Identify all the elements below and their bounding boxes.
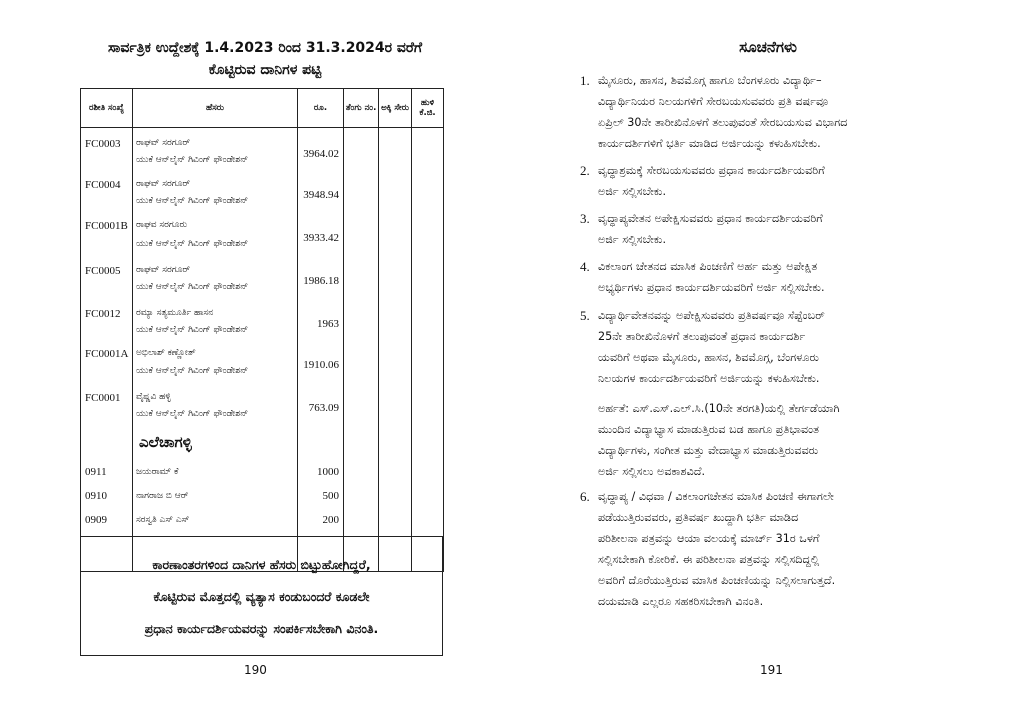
amount: 1000 bbox=[317, 466, 339, 478]
header-rice: ಅಕ್ಕಿ ಸೇರು bbox=[379, 89, 412, 128]
amount: 1986.18 bbox=[303, 275, 339, 287]
list-title: ಸಾರ್ವತ್ರಿಕ ಉದ್ದೇಶಕ್ಕೆ 1.4.2023 ರಿಂದ 31.3.2024ರ ವರೆಗೆ bbox=[107, 40, 423, 56]
page-number: 191 bbox=[760, 663, 783, 677]
receipt-code: FC0001 bbox=[85, 392, 121, 404]
receipt-code: FC0004 bbox=[85, 179, 121, 191]
item-line: ಪಡೆಯುತ್ತಿರುವವರು, ಪ್ರತಿವರ್ಷ ಖುದ್ದಾಗಿ ಭರ್ತಿ ಮಾಡಿದ bbox=[598, 511, 799, 524]
donor-name: ರಾಘವ್ ಸರಗೂರ್ bbox=[136, 265, 191, 275]
donor-via: ಯುಕೆ ಆನ್‌ಲೈನ್ ಗಿವಿಂಗ್ ಫೌಂಡೇಶನ್ bbox=[136, 409, 249, 419]
item-line: ಏಪ್ರಿಲ್ 30ನೇ ತಾರೀಖಿನೊಳಗೆ ತಲುಪುವಂತೆ ಸೇರಬಯಸುವ ವಿಭಾಗದ bbox=[598, 116, 848, 129]
amount: 3933.42 bbox=[303, 232, 339, 244]
item-line: ಮುಂದಿನ ವಿದ್ಯಾಭ್ಯಾಸ ಮಾಡುತ್ತಿರುವ ಬಡ ಹಾಗೂ ಪ್ರತಿಭಾವಂತ bbox=[598, 423, 820, 436]
notice-line: ಕಾರಣಾಂತರಗಳಿಂದ ದಾನಿಗಳ ಹೆಸರು ಬಿಟ್ಟುಹೋಗಿದ್ದರೆ, bbox=[152, 557, 371, 572]
item-line: ವಿದ್ಯಾರ್ಥಿಗಳು, ಸಂಗೀತ ಮತ್ತು ವೇದಾಭ್ಯಾಸ ಮಾಡುತ್ತಿರುವವರು bbox=[598, 444, 819, 457]
page-number: 190 bbox=[244, 663, 267, 677]
donor-via: ಯುಕೆ ಆನ್‌ಲೈನ್ ಗಿವಿಂಗ್ ಫೌಂಡೇಶನ್ bbox=[136, 282, 249, 292]
tamarind-column bbox=[412, 128, 444, 572]
header-coconut: ತೆಂಗು ನಂ. bbox=[344, 89, 379, 128]
item-line: ವಿದ್ಯಾರ್ಥಿವೇತನವನ್ನು ಅಪೇಕ್ಷಿಸುವವರು ಪ್ರತಿವರ್ಷವೂ ಸೆಪ್ಟೆಂಬರ್ bbox=[598, 309, 825, 322]
amount: 3964.02 bbox=[303, 148, 339, 160]
item-line: ಮೈಸೂರು, ಹಾಸನ, ಶಿವಮೊಗ್ಗ ಹಾಗೂ ಬೆಂಗಳೂರು ವಿದ್ಯಾರ್ಥಿ– bbox=[598, 74, 822, 87]
right-page bbox=[512, 0, 1024, 724]
donor-name: ರಾಘವ್ ಸರಗೂರ್ bbox=[136, 138, 191, 148]
item-line: ವೃದ್ಧಾಶ್ರಮಕ್ಕೆ ಸೇರಬಯಸುವವರು ಪ್ರಧಾನ ಕಾರ್ಯದರ್ಶಿಯವರಿಗೆ bbox=[598, 164, 825, 177]
item-line: ಕಾರ್ಯದರ್ಶಿಗಳಿಗೆ ಭರ್ತಿ ಮಾಡಿದ ಅರ್ಜಿಯನ್ನು ಕಳುಹಿಸಬೇಕು. bbox=[598, 137, 821, 150]
instruction-item-1 bbox=[580, 70, 958, 154]
amount: 763.09 bbox=[308, 402, 339, 414]
item-line: ವೃದ್ಧಾಪ್ಯವೇತನ ಅಪೇಕ್ಷಿಸುವವರು ಪ್ರಧಾನ ಕಾರ್ಯದರ್ಶಿಯವರಿಗೆ bbox=[598, 212, 823, 225]
item-line: ಯವರಿಗೆ ಅಥವಾ ಮೈಸೂರು, ಹಾಸನ, ಶಿವಮೊಗ್ಗ, ಬೆಂಗಳೂರು bbox=[598, 351, 819, 364]
item-line: ನಿಲಯಗಳ ಕಾರ್ಯದರ್ಶಿಯವರಿಗೆ ಅರ್ಜಿಯನ್ನು ಕಳುಹಿಸಬೇಕು. bbox=[598, 372, 820, 385]
receipt-column bbox=[81, 128, 132, 571]
receipt-code: FC0001A bbox=[85, 348, 129, 360]
item-number: 2. bbox=[580, 163, 590, 178]
receipt-code: 0911 bbox=[85, 466, 107, 478]
item-number: 6. bbox=[580, 489, 590, 504]
item-line: ಅರ್ಜಿ ಸಲ್ಲಿಸಬೇಕು. bbox=[598, 185, 667, 198]
receipt-code: 0909 bbox=[85, 514, 107, 526]
item-line: ಅರ್ಹತೆ: ಎಸ್.ಎಸ್.ಎಲ್.ಸಿ.(10ನೇ ತರಗತಿ)ಯಲ್ಲಿ ತೇರ್ಗಡೆಯಾಗಿ bbox=[598, 402, 840, 415]
instruction-item-3 bbox=[580, 208, 958, 250]
receipt-code: FC0012 bbox=[85, 308, 121, 320]
notice-line: ಕೊಟ್ಟಿರುವ ಮೊತ್ತದಲ್ಲಿ ವ್ಯತ್ಯಾಸ ಕಂಡುಬಂದರೆ ಕೂಡಲೇ bbox=[153, 589, 370, 604]
instruction-item-5 bbox=[580, 305, 958, 389]
rice-column bbox=[379, 128, 412, 572]
donor-name: ರಾಘವ್ ಸರಗೂರ್ bbox=[136, 179, 191, 189]
header-tamarind: ಹುಳಿ ಕೆ.ಜಿ. bbox=[412, 89, 444, 128]
donor-name: ಸರಸ್ವತಿ ಎಸ್ ಎಸ್ bbox=[136, 515, 190, 525]
item-line: ದಯಮಾಡಿ ಎಲ್ಲರೂ ಸಹಕರಿಸಬೇಕಾಗಿ ವಿನಂತಿ. bbox=[598, 595, 764, 608]
amount: 500 bbox=[322, 490, 339, 502]
section-heading: ಎಲೆಚಾಗಳ್ಳಿ bbox=[139, 433, 192, 451]
instruction-item-4 bbox=[580, 256, 958, 298]
amount-column bbox=[298, 128, 343, 571]
item-line: 25ನೇ ತಾರೀಖಿನೊಳಗೆ ತಲುಪುವಂತೆ ಪ್ರಧಾನ ಕಾರ್ಯದರ್ಶಿ bbox=[598, 330, 806, 343]
header-receipt-number: ರಶೀತಿ ಸಂಖ್ಯೆ bbox=[81, 89, 133, 128]
item-number: 1. bbox=[580, 73, 590, 88]
receipt-code: FC0001B bbox=[85, 220, 128, 232]
item-number: 5. bbox=[580, 308, 590, 323]
instructions-title: ಸೂಚನೆಗಳು bbox=[739, 38, 797, 56]
amount: 3948.94 bbox=[303, 189, 339, 201]
instruction-item-2 bbox=[580, 160, 958, 202]
amount: 1963 bbox=[317, 318, 339, 330]
donor-name: ಅಭಿಲಾಶ್ ಕಣ್ಣೋತ್ bbox=[136, 348, 196, 358]
donor-name: ರಾಘವ ಸರಗೂರು bbox=[136, 220, 188, 230]
header-name: ಹೆಸರು bbox=[133, 89, 298, 128]
header-rupees: ರೂ. bbox=[298, 89, 344, 128]
item-line: ಸಲ್ಲಿಸಬೇಕಾಗಿ ಕೋರಿಕೆ. ಈ ಪರಿಶೀಲನಾ ಪತ್ರವನ್ನು ಸಲ್ಲಿಸದಿದ್ದಲ್ಲಿ bbox=[598, 553, 820, 566]
donor-via: ಯುಕೆ ಆನ್‌ಲೈನ್ ಗಿವಿಂಗ್ ಫೌಂಡೇಶನ್ bbox=[136, 196, 249, 206]
item-number: 3. bbox=[580, 211, 590, 226]
notice-line: ಪ್ರಧಾನ ಕಾರ್ಯದರ್ಶಿಯವರನ್ನು ಸಂಪರ್ಕಿಸಬೇಕಾಗಿ ವಿನಂತಿ. bbox=[144, 621, 379, 636]
item-number: 4. bbox=[580, 259, 590, 274]
donor-name: ನಾಗರಾಜ ಬಿ ಆರ್ bbox=[136, 491, 189, 501]
amount: 200 bbox=[322, 514, 339, 526]
item-line: ಅವರಿಗೆ ದೊರೆಯುತ್ತಿರುವ ಮಾಸಿಕ ಪಿಂಚಣಿಯನ್ನು ನಿಲ್ಲಿಸಲಾಗುತ್ತದೆ. bbox=[598, 574, 836, 587]
donor-via: ಯುಕೆ ಆನ್‌ಲೈನ್ ಗಿವಿಂಗ್ ಫೌಂಡೇಶನ್ bbox=[136, 155, 249, 165]
donor-name: ವೈಷ್ಣವಿ ಹಳ್ಳಿ bbox=[136, 392, 171, 402]
donor-via: ಯುಕೆ ಆನ್‌ಲೈನ್ ಗಿವಿಂಗ್ ಫೌಂಡೇಶನ್ bbox=[136, 366, 249, 376]
donor-via: ಯುಕೆ ಆನ್‌ಲೈನ್ ಗಿವಿಂಗ್ ಫೌಂಡೇಶನ್ bbox=[136, 325, 249, 335]
list-subtitle: ಕೊಟ್ಟಿರುವ ದಾನಿಗಳ ಪಟ್ಟಿ bbox=[208, 62, 322, 78]
receipt-code: FC0003 bbox=[85, 138, 121, 150]
item-line: ವೃದ್ಧಾಪ್ಯ / ವಿಧವಾ / ವಿಕಲಾಂಗಚೇತನ ಮಾಸಿಕ ಪಿಂಚಣಿ ಈಗಾಗಲೇ bbox=[598, 490, 834, 503]
item-line: ಅಭ್ಯರ್ಥಿಗಳು ಪ್ರಧಾನ ಕಾರ್ಯದರ್ಶಿಯವರಿಗೆ ಅರ್ಜಿ ಸಲ್ಲಿಸಬೇಕು. bbox=[598, 281, 825, 294]
name-column bbox=[133, 128, 297, 571]
receipt-code: 0910 bbox=[85, 490, 107, 502]
item-line: ಅರ್ಜಿ ಸಲ್ಲಿಸಬೇಕು. bbox=[598, 233, 667, 246]
donor-name: ರಮ್ಯಾ ಸತ್ಯಮೂರ್ತಿ ಹಾಸನ bbox=[136, 308, 214, 318]
receipt-code: FC0005 bbox=[85, 265, 121, 277]
eligibility-note bbox=[598, 398, 958, 482]
item-line: ವಿದ್ಯಾರ್ಥಿನಿಯರ ನಿಲಯಗಳಿಗೆ ಸೇರಬಯಸುವವರು ಪ್ರತಿ ವರ್ಷವೂ bbox=[598, 95, 829, 108]
donor-name: ಜಯರಾಮ್ ಕೆ bbox=[136, 467, 179, 477]
item-line: ಪರಿಶೀಲನಾ ಪತ್ರವನ್ನು ಆಯಾ ವಲಯಕ್ಕೆ ಮಾರ್ಚ್ 31ರ ಒಳಗೆ bbox=[598, 532, 820, 545]
item-line: ವಿಕಲಾಂಗ ಚೇತನದ ಮಾಸಿಕ ಪಿಂಚಣಿಗೆ ಅರ್ಹ ಮತ್ತು ಅಪೇಕ್ಷಿತ bbox=[598, 260, 818, 273]
donors-table bbox=[80, 88, 444, 572]
instruction-item-6 bbox=[580, 486, 958, 612]
donor-via: ಯುಕೆ ಆನ್‌ಲೈನ್ ಗಿವಿಂಗ್ ಫೌಂಡೇಶನ್ bbox=[136, 239, 249, 249]
notice-box bbox=[80, 536, 443, 656]
item-line: ಅರ್ಜಿ ಸಲ್ಲಿಸಲು ಅವಕಾಶವಿದೆ. bbox=[598, 465, 706, 478]
coconut-column bbox=[344, 128, 379, 572]
amount: 1910.06 bbox=[303, 359, 339, 371]
